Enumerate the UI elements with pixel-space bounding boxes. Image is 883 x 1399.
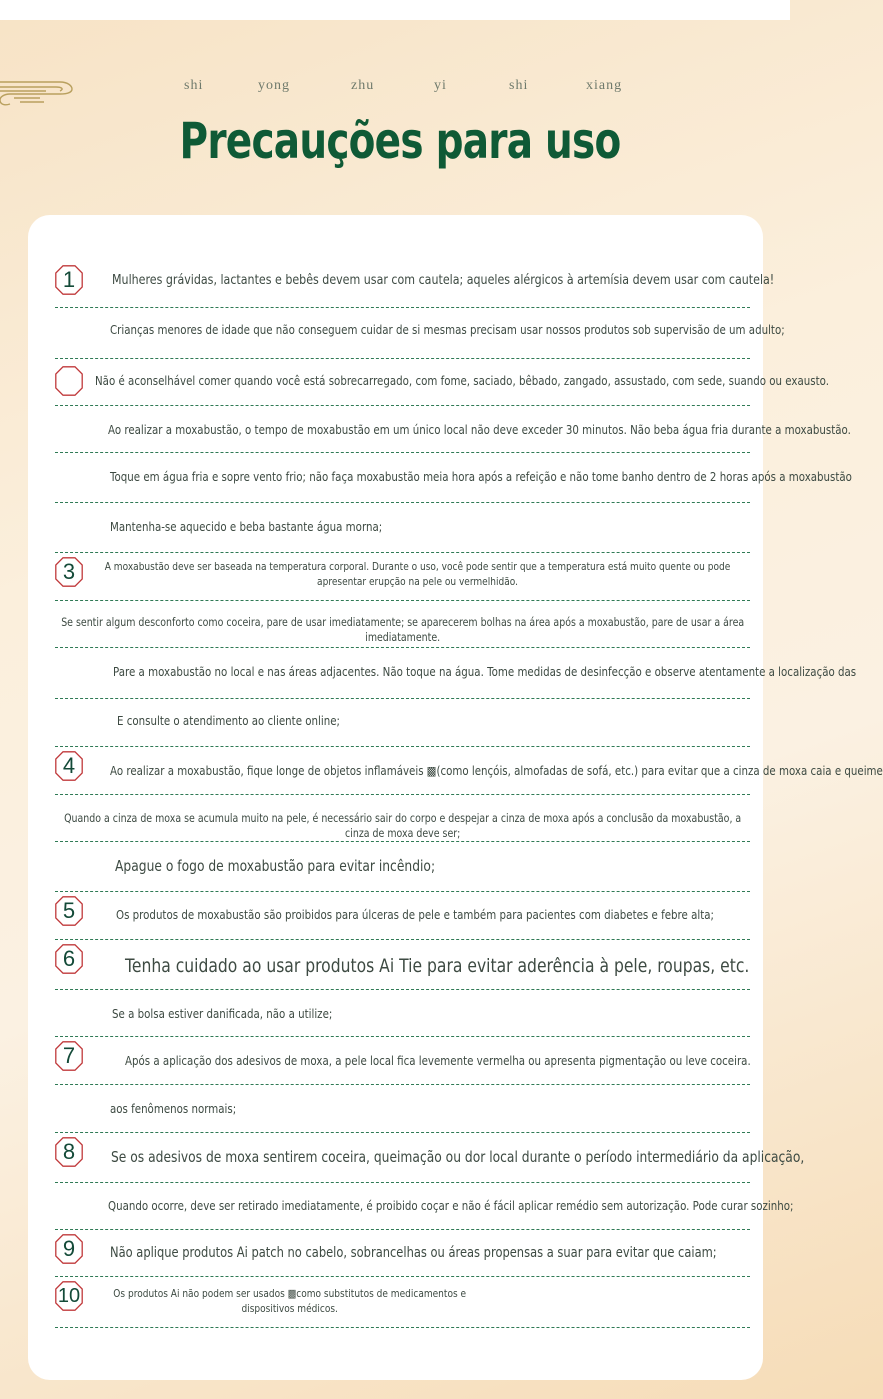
precaution-text: Os produtos Ai não podem ser usados ▩como substitutos de medicamentos e dispositivos médicos. — [113, 1287, 467, 1315]
page-title: Precauções para uso — [179, 112, 621, 170]
badge-number: 4 — [62, 753, 76, 778]
pinyin-syllable: yi — [434, 78, 447, 93]
precaution-row — [55, 260, 775, 308]
badge-number: 8 — [62, 1139, 76, 1164]
badge-number: 5 — [62, 898, 76, 923]
precaution-text: Se os adesivos de moxa sentirem coceira, queimação ou dor local durante o período intermediário da aplicação, — [111, 1148, 805, 1166]
number-badge — [55, 557, 83, 587]
number-badge — [55, 896, 83, 926]
precaution-row — [55, 698, 750, 747]
pinyin-syllable: xiang — [586, 78, 623, 93]
number-badge — [55, 265, 83, 295]
precaution-text: Se a bolsa estiver danificada, não a utilize; — [112, 1006, 333, 1021]
precaution-row — [55, 600, 750, 648]
precaution-text: Pare a moxabustão no local e nas áreas adjacentes. Não toque na água. Tome medidas de desinfecção e observe atentamente a localização das — [113, 664, 857, 679]
precaution-row — [55, 1182, 794, 1230]
pinyin-syllable: zhu — [351, 78, 375, 93]
badge-number: 1 — [62, 267, 76, 292]
precaution-row — [55, 841, 750, 892]
precaution-row — [55, 794, 750, 842]
precaution-row — [55, 1276, 750, 1328]
precaution-row — [55, 358, 829, 406]
precaution-text: Os produtos de moxabustão são proibidos para úlceras de pele e também para pacientes com diabetes e febre alta; — [116, 907, 714, 922]
precaution-row — [55, 502, 750, 553]
pinyin-syllable: shi — [509, 78, 529, 93]
precaution-row — [55, 1132, 805, 1183]
precaution-text: A moxabustão deve ser baseada na temperatura corporal. Durante o uso, você pode sentir que a temperatura está muito quente ou pode apresentar erupção na pele ou vermelhidão. — [104, 560, 731, 588]
badge-number: 7 — [62, 1043, 76, 1068]
number-badge — [55, 1137, 83, 1167]
number-badge — [55, 366, 83, 396]
precaution-row — [55, 939, 750, 990]
precaution-text: Crianças menores de idade que não conseguem cuidar de si mesmas precisam usar nossos produtos sob supervisão de um adulto; — [110, 322, 785, 337]
top-strip — [0, 0, 790, 20]
precaution-row — [55, 989, 750, 1037]
precaution-text: Toque em água fria e sopre vento frio; não faça moxabustão meia hora após a refeição e não tome banho dentro de 2 horas após a moxabustão — [110, 469, 852, 484]
precaution-row — [55, 647, 857, 699]
number-badge — [55, 1041, 83, 1071]
precaution-text: Tenha cuidado ao usar produtos Ai Tie para evitar aderência à pele, roupas, etc. — [125, 955, 750, 977]
precaution-text: Não é aconselhável comer quando você está sobrecarregado, com fome, saciado, bêbado, zangado, assustado, com sede, suando ou exausto. — [95, 373, 829, 388]
precaution-text: E consulte o atendimento ao cliente online; — [117, 713, 340, 728]
badge-number: 6 — [62, 946, 76, 971]
number-badge — [55, 1281, 83, 1311]
precaution-text: Após a aplicação dos adesivos de moxa, a pele local fica levemente vermelha ou apresenta pigmentação ou leve coceira. — [125, 1053, 751, 1068]
pinyin-syllable: shi — [184, 78, 204, 93]
precaution-text: Mantenha-se aquecido e beba bastante água morna; — [110, 519, 383, 534]
precaution-text: Ao realizar a moxabustão, fique longe de objetos inflamáveis ▩(como lençóis, almofadas de sofá, etc.) para evitar que a cinza de moxa caia e queime — [110, 763, 883, 778]
precaution-text: Não aplique produtos Ai patch no cabelo, sobrancelhas ou áreas propensas a suar para evitar que caiam; — [110, 1245, 717, 1261]
precaution-text: Quando ocorre, deve ser retirado imediatamente, é proibido coçar e não é fácil aplicar remédio sem autorização. Pode curar sozinho; — [108, 1198, 794, 1213]
precaution-row — [55, 1229, 750, 1277]
number-badge — [55, 944, 83, 974]
precaution-row — [55, 307, 785, 359]
precaution-row — [55, 746, 883, 795]
badge-number: 10 — [57, 1285, 81, 1307]
precaution-row — [55, 1084, 750, 1133]
precaution-text: aos fenômenos normais; — [110, 1101, 237, 1116]
badge-number: 3 — [62, 559, 76, 584]
precaution-text: Mulheres grávidas, lactantes e bebês devem usar com cautela; aqueles alérgicos à artemísia devem usar com cautela! — [112, 272, 775, 288]
precaution-row — [55, 452, 852, 503]
badge-number: 9 — [62, 1236, 76, 1261]
number-badge — [55, 751, 83, 781]
precaution-row — [55, 1036, 750, 1085]
precaution-row — [55, 552, 750, 601]
precaution-text: Apague o fogo de moxabustão para evitar incêndio; — [115, 857, 436, 875]
precaution-row — [55, 405, 851, 453]
pinyin-syllable: yong — [258, 78, 290, 93]
precaution-text: Se sentir algum desconforto como coceira, pare de usar imediatamente; se aparecerem bolhas na área após a moxabustão, pare de usar a área imediatamente. — [61, 615, 745, 644]
precaution-text: Ao realizar a moxabustão, o tempo de moxabustão em um único local não deve exceder 30 minutos. Não beba água fria durante a moxabustão. — [108, 422, 851, 437]
number-badge — [55, 1234, 83, 1264]
precaution-text: Quando a cinza de moxa se acumula muito na pele, é necessário sair do corpo e despejar a cinza de moxa após a conclusão da moxabustão, a cinza de moxa deve ser; — [64, 811, 742, 840]
pinyin-row — [0, 78, 790, 98]
precaution-row — [55, 891, 750, 940]
